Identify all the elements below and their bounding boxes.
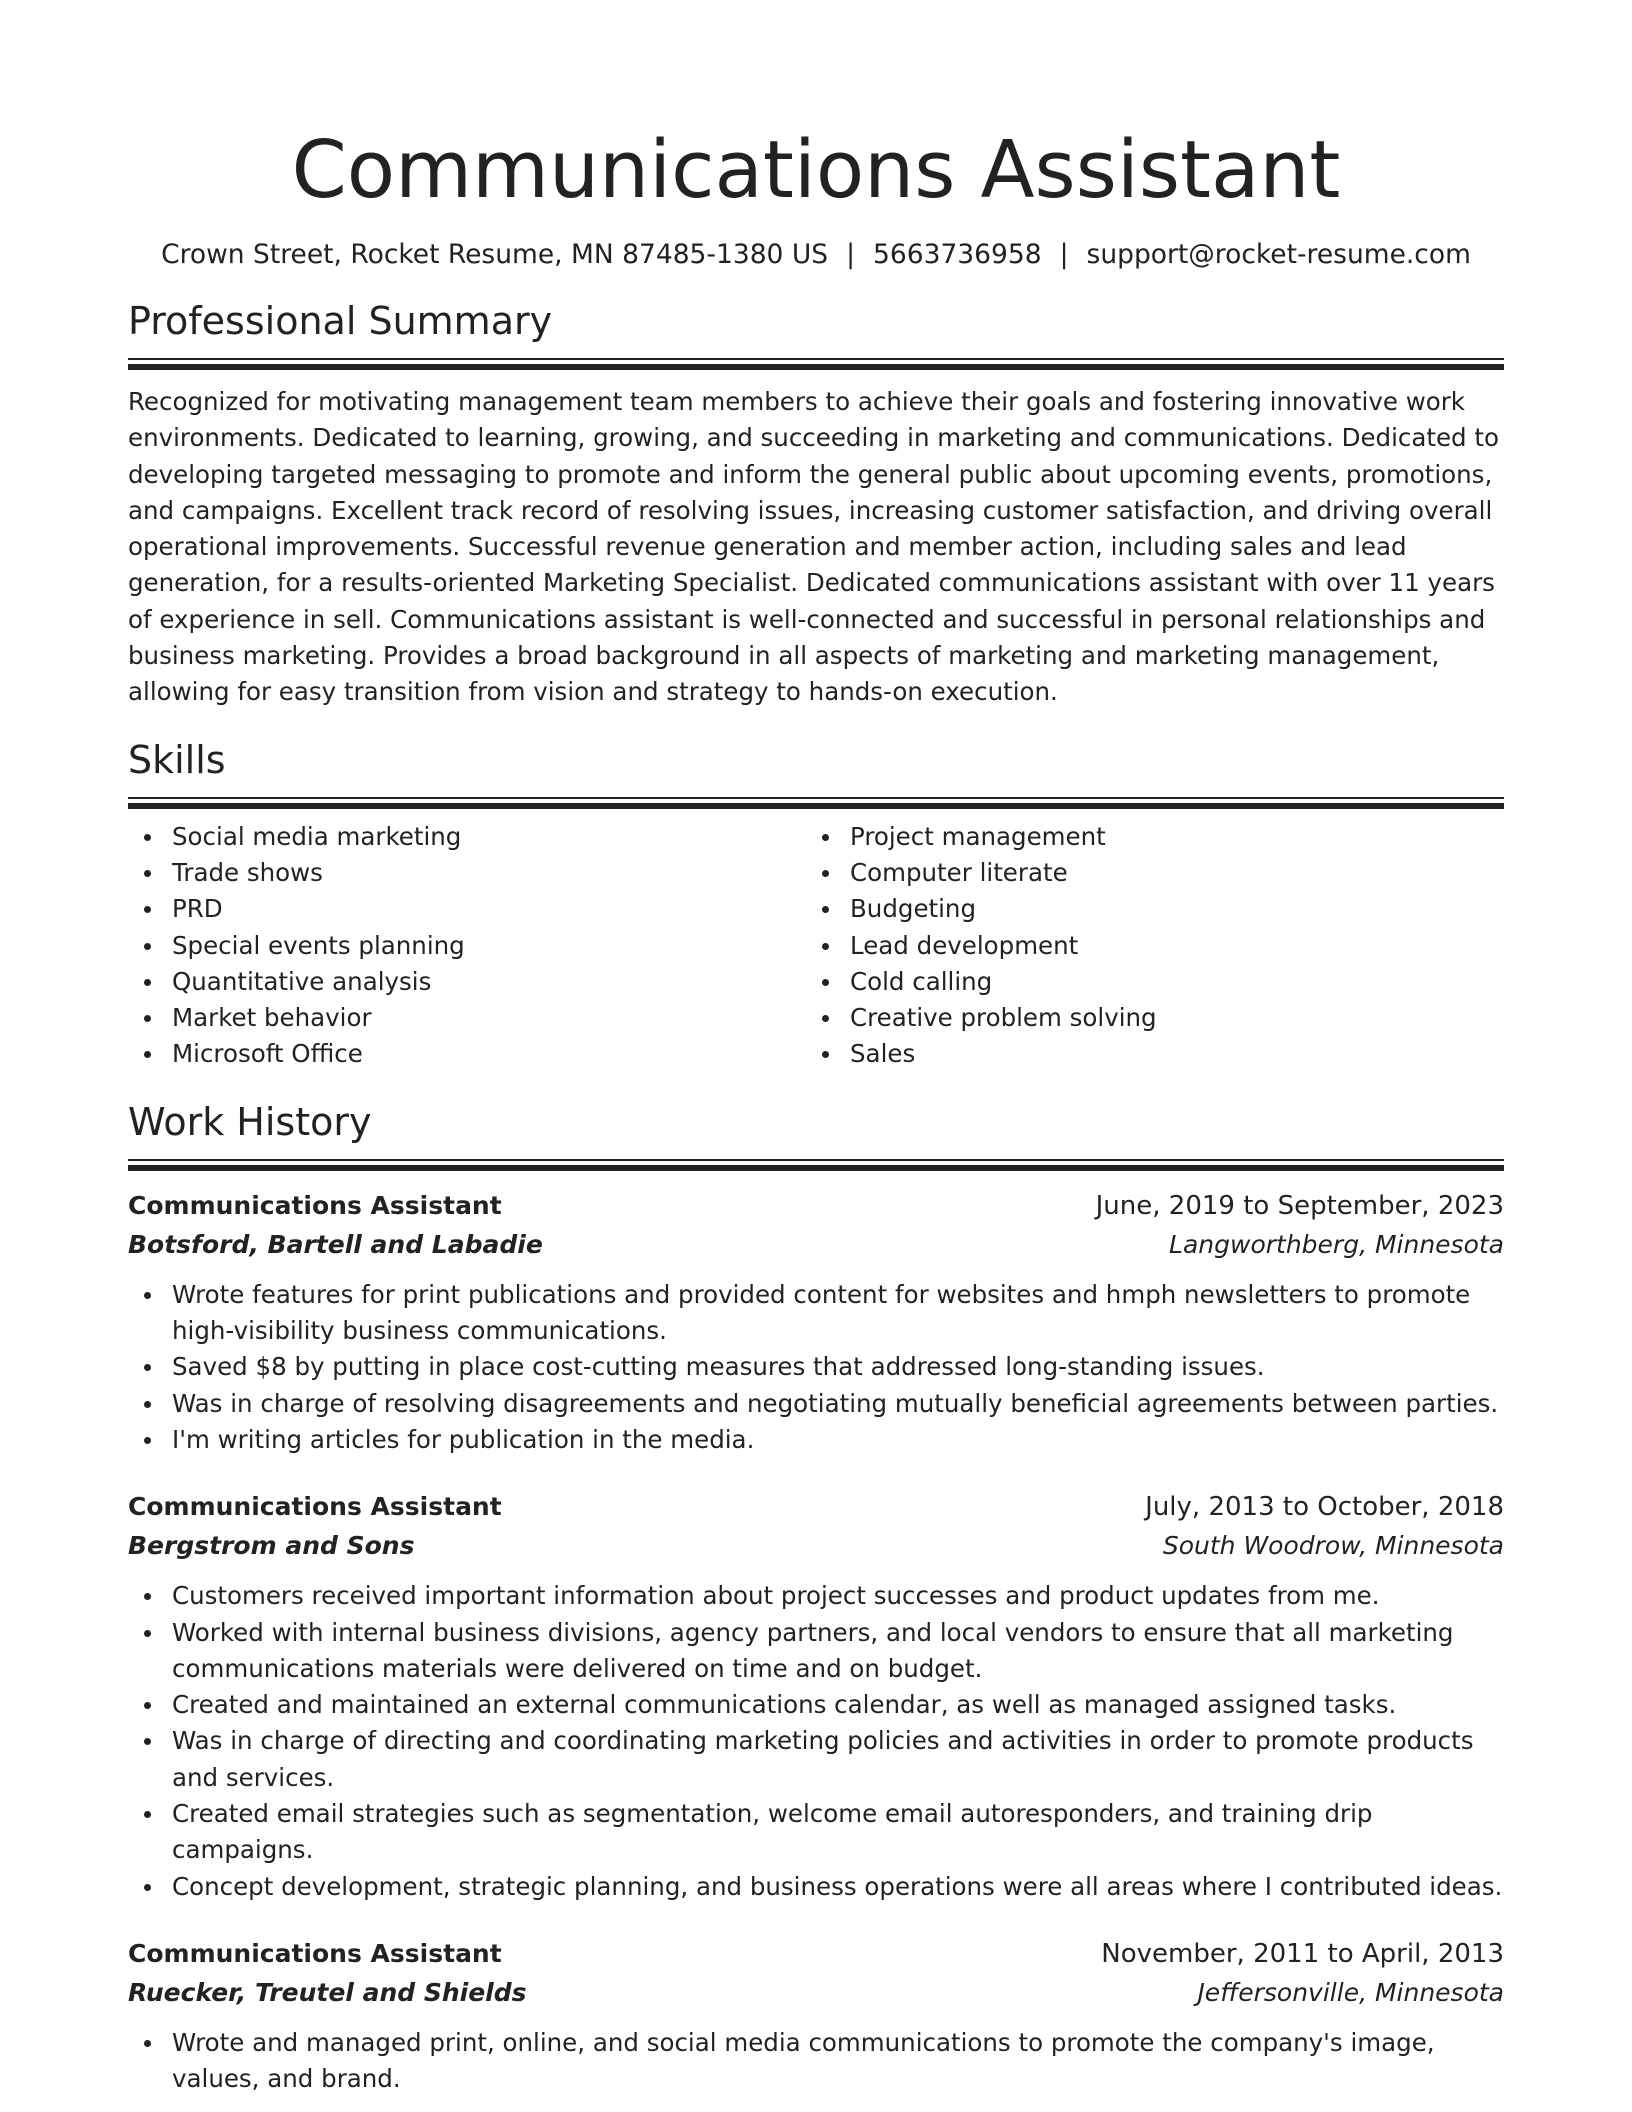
job-bullet: Created email strategies such as segmentation, welcome email autoresponders, and training drip campaigns. — [128, 1796, 1504, 1869]
job-title: Communications Assistant — [128, 1492, 502, 1522]
section-divider — [128, 797, 1504, 809]
job-bullet: Saved $8 by putting in place cost-cutting measures that addressed long-standing issues. — [128, 1349, 1504, 1385]
skills-heading: Skills — [128, 737, 226, 782]
skill-item: Market behavior — [128, 1000, 806, 1036]
job-bullets — [128, 1277, 1504, 1458]
skills-section — [128, 737, 1504, 1073]
skills-columns — [128, 819, 1504, 1073]
contact-address: Crown Street, Rocket Resume, MN 87485-1380 US — [161, 239, 829, 270]
job-title: Communications Assistant — [128, 1190, 502, 1220]
skill-item: Project management — [806, 819, 1484, 855]
job-entry — [128, 1187, 1504, 1458]
contact-line — [128, 238, 1504, 272]
work-history-section — [128, 1099, 1504, 2098]
skill-item: Cold calling — [806, 964, 1484, 1000]
job-header-row — [128, 1187, 1504, 1225]
skills-right-list — [806, 819, 1484, 1073]
job-bullets — [128, 2025, 1504, 2098]
job-bullet: Customers received important information about project successes and product updates from me. — [128, 1578, 1504, 1614]
job-bullet: Wrote and managed print, online, and social media communications to promote the company's image, values, and brand. — [128, 2025, 1504, 2098]
job-dates: June, 2019 to September, 2023 — [1095, 1190, 1504, 1221]
job-entry — [128, 1935, 1504, 2098]
job-entry — [128, 1488, 1504, 1905]
skills-left-list — [128, 819, 806, 1073]
skill-item: Social media marketing — [128, 819, 806, 855]
resume-name-title: Communications Assistant — [291, 124, 1341, 216]
job-bullets — [128, 1578, 1504, 1905]
contact-separator: | — [1059, 239, 1069, 270]
work-history-heading: Work History — [128, 1099, 372, 1144]
job-company: Botsford, Bartell and Labadie — [128, 1229, 543, 1259]
contact-email[interactable]: support@rocket-resume.com — [1086, 239, 1471, 270]
job-bullet: I'm writing articles for publication in the media. — [128, 1422, 1504, 1458]
job-header-row — [128, 1935, 1504, 1973]
job-bullet: Worked with internal business divisions, agency partners, and local vendors to ensure that all marketing communications materials were delivered on time and on budget. — [128, 1615, 1504, 1688]
job-bullet: Was in charge of resolving disagreements and negotiating mutually beneficial agreements between parties. — [128, 1386, 1504, 1422]
skill-item: Budgeting — [806, 891, 1484, 927]
job-bullet: Concept development, strategic planning, and business operations were all areas where I contributed ideas. — [128, 1869, 1504, 1905]
job-location: Jeffersonville, Minnesota — [1197, 1977, 1504, 2007]
contact-phone: 5663736958 — [873, 239, 1042, 270]
summary-section — [128, 298, 1504, 711]
job-location: South Woodrow, Minnesota — [1162, 1531, 1504, 1561]
skill-item: PRD — [128, 891, 806, 927]
skill-item: Lead development — [806, 928, 1484, 964]
contact-separator: | — [846, 239, 855, 270]
section-divider — [128, 358, 1504, 370]
skill-item: Quantitative analysis — [128, 964, 806, 1000]
job-company-row — [128, 1973, 1504, 2013]
job-bullet: Was in charge of directing and coordinating marketing policies and activities in order to promote products and services. — [128, 1723, 1504, 1796]
summary-text: Recognized for motivating management team members to achieve their goals and fostering innovative work environments. Dedicated to learning, growing, and succeeding in marketing and communications. Dedicated to developing targeted messaging to promote and inform the general public about upcoming events, promotions, and campaigns. Excellent track record of resolving issues, increasing customer satisfaction, and driving overall operational improvements. Successful revenue generation and member action, including sales and lead generation, for a results-oriented Marketing Specialist. Dedicated communications assistant with over 11 years of experience in sell. Communications assistant is well-connected and successful in personal relationships and business marketing. Provides a broad background in all aspects of marketing and marketing management, allowing for easy transition from vision and strategy to hands-on execution. — [128, 387, 1499, 707]
job-company: Bergstrom and Sons — [128, 1531, 415, 1561]
job-dates: November, 2011 to April, 2013 — [1101, 1938, 1504, 1969]
skill-item: Microsoft Office — [128, 1036, 806, 1072]
job-title: Communications Assistant — [128, 1938, 502, 1968]
job-dates: July, 2013 to October, 2018 — [1145, 1492, 1504, 1523]
job-company: Ruecker, Treutel and Shields — [128, 1977, 527, 2007]
skill-item: Trade shows — [128, 855, 806, 891]
summary-heading: Professional Summary — [128, 299, 553, 343]
job-company-row — [128, 1526, 1504, 1566]
job-bullet: Wrote features for print publications and provided content for websites and hmph newsletters to promote high-visibility business communications. — [128, 1277, 1504, 1350]
job-bullet: Created and maintained an external communications calendar, as well as managed assigned tasks. — [128, 1687, 1504, 1723]
skill-item: Creative problem solving — [806, 1000, 1484, 1036]
skill-item: Sales — [806, 1036, 1484, 1072]
job-header-row — [128, 1488, 1504, 1526]
section-divider — [128, 1159, 1504, 1171]
job-company-row — [128, 1225, 1504, 1265]
job-location: Langworthberg, Minnesota — [1169, 1229, 1504, 1259]
resume-page — [128, 0, 1504, 2098]
skill-item: Special events planning — [128, 928, 806, 964]
skill-item: Computer literate — [806, 855, 1484, 891]
